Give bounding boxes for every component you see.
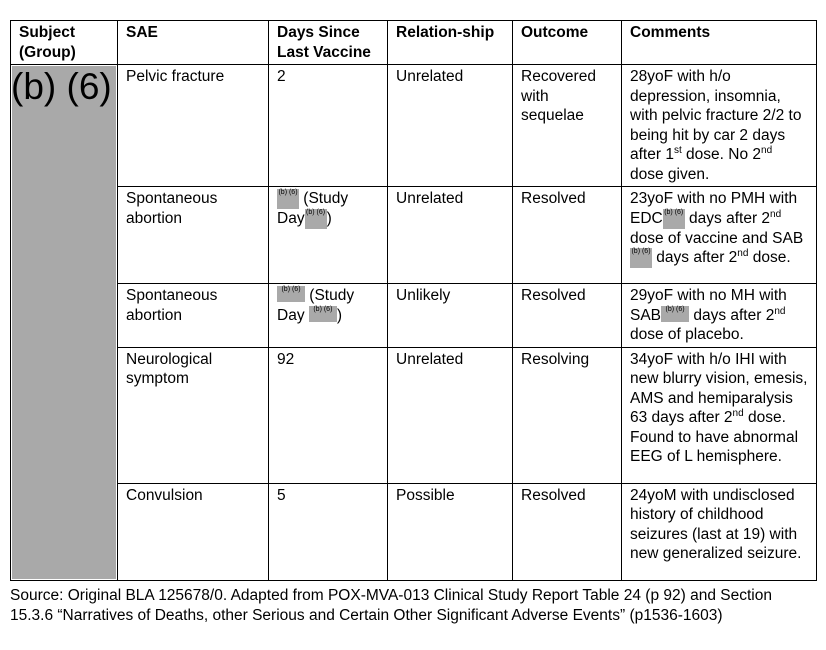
table-row <box>11 347 817 483</box>
sae-cell: Spontaneous abortion <box>118 284 269 348</box>
superscript: nd <box>737 248 749 259</box>
days-cell: 2 <box>269 65 388 187</box>
comments-cell <box>622 65 817 187</box>
superscript: nd <box>761 145 773 156</box>
days-cell: 92 <box>269 347 388 483</box>
header-subject: Subject (Group) <box>11 21 118 65</box>
sae-table <box>10 20 817 581</box>
comment-text: dose. <box>748 249 791 266</box>
comment-text: dose of placebo. <box>630 326 744 343</box>
days-cell <box>269 284 388 348</box>
comment-text: days after 2 <box>689 306 775 324</box>
header-outcome: Outcome <box>513 21 622 65</box>
source-note: Source: Original BLA 125678/0. Adapted from POX-MVA-013 Clinical Study Report Table 24 (p 92) and Section 15.3.6 “Narratives of Deaths, other Serious and Certain Other Significant Adverse Events” (p1536-1603) <box>10 587 772 624</box>
relationship-cell: Possible <box>388 483 513 580</box>
redaction-block <box>12 66 116 579</box>
sae-cell: Neurological symptom <box>118 347 269 483</box>
comment-text: 29yoF with no MH with SAB <box>630 287 787 324</box>
inline-redaction: (b) (6) <box>305 209 327 229</box>
table-header-row <box>11 21 817 65</box>
comment-text: 23yoF with no PMH with EDC <box>630 190 798 227</box>
days-cell <box>269 187 388 284</box>
relationship-cell: Unrelated <box>388 65 513 187</box>
inline-redaction: (b) (6) <box>661 306 689 322</box>
days-text: ) <box>326 210 332 227</box>
inline-redaction: (b) (6) <box>630 248 652 268</box>
superscript: st <box>673 145 682 156</box>
comment-text: dose. No 2 <box>681 146 762 163</box>
inline-redaction: (b) (6) <box>277 286 305 302</box>
outcome-cell: Resolved <box>513 483 622 580</box>
outcome-cell: Recovered with sequelae <box>513 65 622 187</box>
comments-cell <box>622 284 817 348</box>
days-text: ) <box>336 306 343 324</box>
comment-text: dose of vaccine and SAB <box>630 229 804 247</box>
comment-text: dose. Found to have abnormal EEG of L hemisphere. <box>630 409 799 465</box>
redaction-label: (b) (6) <box>11 66 112 107</box>
days-text: (Study Day <box>277 190 349 227</box>
comment-text: 28yoF with h/o depression, insomnia, with pelvic fracture 2/2 to being hit by car 2 days after 1 <box>630 68 802 163</box>
header-relationship: Relation-ship <box>388 21 513 65</box>
comments-cell <box>622 347 817 483</box>
relationship-cell: Unlikely <box>388 284 513 348</box>
comment-text: days after 2 <box>652 249 738 266</box>
superscript: nd <box>774 305 786 317</box>
comment-text: days after 2 <box>684 209 771 227</box>
outcome-cell: Resolved <box>513 284 622 348</box>
relationship-cell: Unrelated <box>388 347 513 483</box>
sae-cell: Convulsion <box>118 483 269 580</box>
document-page <box>10 20 816 581</box>
sae-cell: Spontaneous abortion <box>118 187 269 284</box>
comments-cell <box>622 187 817 284</box>
outcome-cell: Resolved <box>513 187 622 284</box>
header-sae: SAE <box>118 21 269 65</box>
table-row <box>11 65 817 187</box>
superscript: nd <box>770 208 782 220</box>
header-comments: Comments <box>622 21 817 65</box>
comment-text: dose given. <box>630 165 710 183</box>
table-row <box>11 483 817 580</box>
inline-redaction: (b) (6) <box>309 306 337 322</box>
inline-redaction: (b) (6) <box>663 209 685 229</box>
header-days: Days Since Last Vaccine <box>269 21 388 65</box>
days-cell: 5 <box>269 483 388 580</box>
relationship-cell: Unrelated <box>388 187 513 284</box>
comments-cell: 24yoM with undisclosed history of childhood seizures (last at 19) with new generalized seizure. <box>622 483 817 580</box>
comment-text: 34yoF with h/o IHI with new blurry vision, emesis, AMS and hemiparalysis 63 days after 2 <box>630 350 808 426</box>
sae-cell: Pelvic fracture <box>118 65 269 187</box>
outcome-cell: Resolving <box>513 347 622 483</box>
inline-redaction: (b) (6) <box>277 189 299 209</box>
days-text: (Study Day <box>277 287 355 324</box>
subject-redaction-cell <box>11 65 118 581</box>
table-row <box>11 284 817 348</box>
superscript: nd <box>732 408 744 419</box>
table-row <box>11 187 817 284</box>
